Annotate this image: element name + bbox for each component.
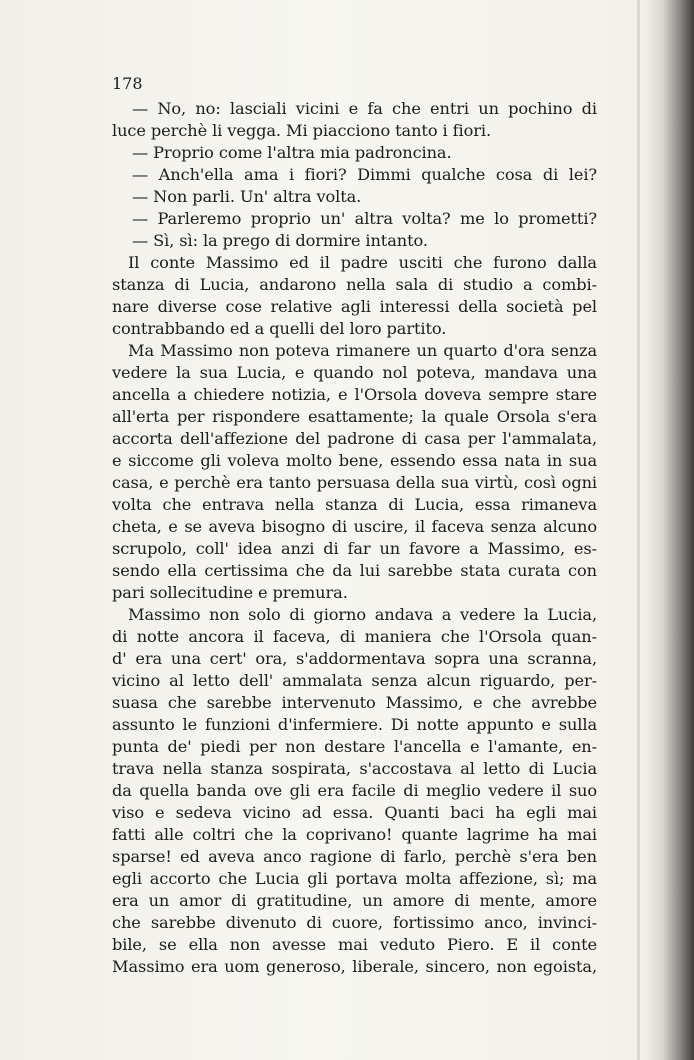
text-line: — Parleremo proprio un' altra volta? me lo prometti?	[132, 209, 597, 228]
page-binding-edge	[646, 0, 694, 1060]
text-line: assunto le funzioni d'infermiere. Di notte appunto e sulla	[112, 715, 597, 734]
text-line: all'erta per rispondere esattamente; la quale Orsola s'era	[112, 407, 597, 426]
page-number: 178	[112, 74, 143, 93]
text-line: vicino al letto dell' ammalata senza alcun riguardo, per-	[112, 671, 597, 690]
text-line: Massimo era uom generoso, liberale, sincero, non egoista,	[112, 957, 597, 976]
text-line: nare diverse cose relative agli interessi della società pel	[112, 297, 597, 316]
text-line: scrupolo, coll' idea anzi di far un favore a Massimo, es-	[112, 539, 597, 558]
text-line: trava nella stanza sospirata, s'accostava al letto di Lucia	[112, 759, 597, 778]
text-line: che sarebbe divenuto di cuore, fortissimo anco, invinci-	[112, 913, 597, 932]
text-line: — Non parli. Un' altra volta.	[132, 187, 362, 206]
text-line: d' era una cert' ora, s'addormentava sopra una scranna,	[112, 649, 597, 668]
text-line: era un amor di gratitudine, un amore di mente, amore	[112, 891, 597, 910]
text-line: suasa che sarebbe intervenuto Massimo, e che avrebbe	[112, 693, 597, 712]
text-line: vedere la sua Lucia, e quando nol poteva, mandava una	[112, 363, 597, 382]
text-line: viso e sedeva vicino ad essa. Quanti baci ha egli mai	[112, 803, 597, 822]
text-line: ancella a chiedere notizia, e l'Orsola doveva sempre stare	[112, 385, 597, 404]
body-text	[112, 98, 597, 978]
page-fold-shadow	[637, 0, 640, 1060]
text-line: cheta, e se aveva bisogno di uscire, il faceva senza alcuno	[112, 517, 597, 536]
text-line: luce perchè li vegga. Mi piacciono tanto i fiori.	[112, 121, 492, 140]
text-line: — No, no: lasciali vicini e fa che entri un pochino di	[132, 99, 597, 118]
text-line: punta de' piedi per non destare l'ancella e l'amante, en-	[112, 737, 597, 756]
text-line: — Anch'ella ama i fiori? Dimmi qualche cosa di lei?	[132, 165, 597, 184]
text-line: — Proprio come l'altra mia padroncina.	[132, 143, 452, 162]
text-line: accorta dell'affezione del padrone di casa per l'ammalata,	[112, 429, 597, 448]
text-line: bile, se ella non avesse mai veduto Piero. E il conte	[112, 935, 597, 954]
text-line: pari sollecitudine e premura.	[112, 583, 348, 602]
text-line: sparse! ed aveva anco ragione di farlo, perchè s'era ben	[112, 847, 597, 866]
text-line: — Sì, sì: la prego di dormire intanto.	[132, 231, 428, 250]
text-line: fatti alle coltri che la coprivano! quante lagrime ha mai	[112, 825, 597, 844]
text-line: sendo ella certissima che da lui sarebbe stata curata con	[112, 561, 597, 580]
text-line: stanza di Lucia, andarono nella sala di studio a combi-	[112, 275, 597, 294]
text-line: Massimo non solo di giorno andava a vedere la Lucia,	[128, 605, 597, 624]
text-line: volta che entrava nella stanza di Lucia, essa rimaneva	[112, 495, 597, 514]
text-line: contrabbando ed a quelli del loro partito.	[112, 319, 447, 338]
text-line: di notte ancora il faceva, di maniera che l'Orsola quan-	[112, 627, 597, 646]
text-line: Il conte Massimo ed il padre usciti che furono dalla	[128, 253, 597, 272]
text-line: e siccome gli voleva molto bene, essendo essa nata in sua	[112, 451, 597, 470]
text-line: egli accorto che Lucia gli portava molta affezione, sì; ma	[112, 869, 597, 888]
text-line: da quella banda ove gli era facile di meglio vedere il suo	[112, 781, 597, 800]
text-line: Ma Massimo non poteva rimanere un quarto d'ora senza	[128, 341, 597, 360]
text-line: casa, e perchè era tanto persuasa della sua virtù, così ogni	[112, 473, 597, 492]
